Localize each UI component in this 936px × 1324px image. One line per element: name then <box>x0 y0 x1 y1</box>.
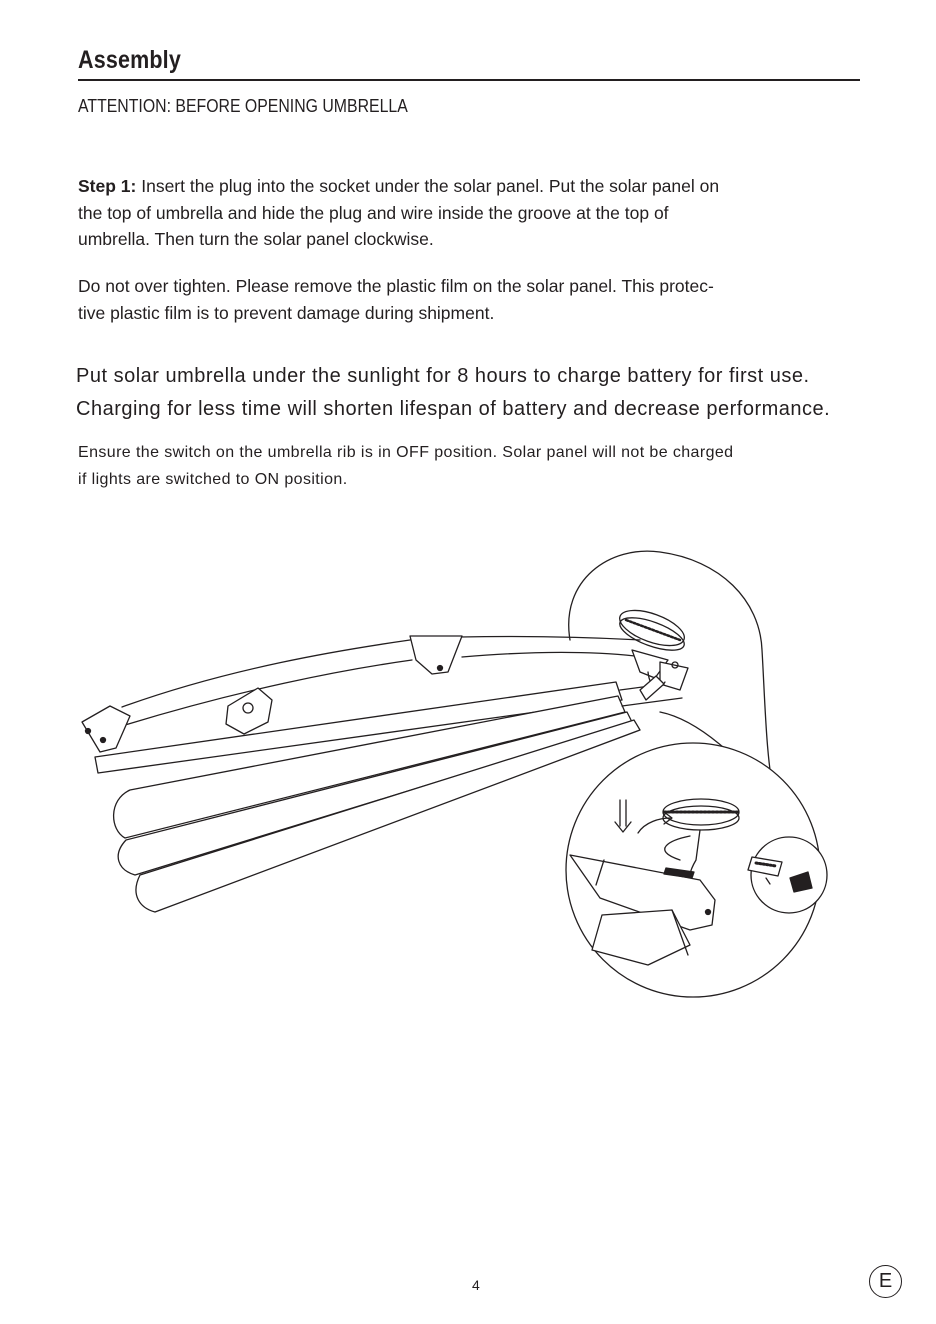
switch-note-line-1: Ensure the switch on the umbrella rib is in OFF position. Solar panel will not be charged <box>78 444 734 461</box>
step1-label: Step 1: <box>78 176 137 196</box>
charge-note-line-1: Put solar umbrella under the sunlight for 8 hours to charge battery for first use. <box>76 365 810 387</box>
step1-line-1: Insert the plug into the socket under the solar panel. Put the solar panel on <box>136 176 720 196</box>
language-badge: E <box>869 1265 902 1298</box>
page-number: 4 <box>472 1277 480 1293</box>
film-note-line-1: Do not over tighten. Please remove the plastic film on the solar panel. This protec- <box>78 276 714 296</box>
step1-line-3: umbrella. Then turn the solar panel clockwise. <box>78 229 434 249</box>
page-title: Assembly <box>78 46 181 74</box>
charge-note-line-2: Charging for less time will shorten lifespan of battery and decrease performance. <box>76 398 831 420</box>
step1-line-2: the top of umbrella and hide the plug and wire inside the groove at the top of <box>78 202 669 223</box>
attention-heading: ATTENTION: BEFORE OPENING UMBRELLA <box>78 96 408 116</box>
switch-note-line-2: if lights are switched to ON position. <box>78 471 348 488</box>
film-note-line-2: tive plastic film is to prevent damage during shipment. <box>78 302 495 323</box>
